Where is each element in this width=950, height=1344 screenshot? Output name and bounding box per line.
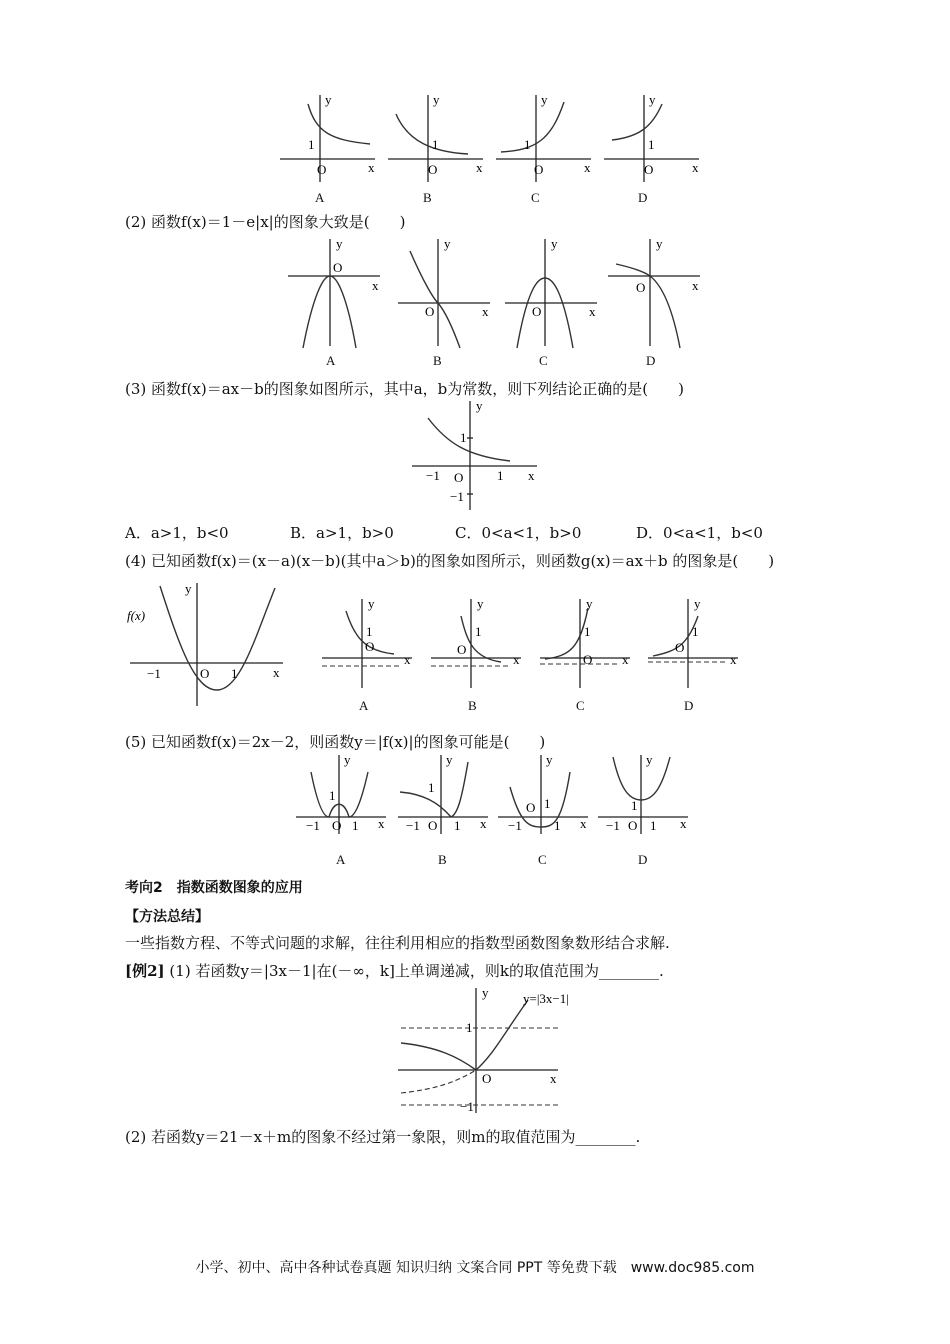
svg-text:O: O [333,260,343,275]
q2-graph-a [288,236,388,351]
svg-text:1: 1 [231,666,238,681]
svg-text:1: 1 [554,818,561,833]
q2-label-d: D [646,353,656,368]
q5-graph-c [498,752,593,837]
svg-text:O: O [428,818,438,833]
svg-text:y: y [646,752,653,767]
q2-label-b: B [433,353,442,368]
example2-curve-label: y=|3x−1| [523,991,569,1006]
q4-label-b: B [468,698,477,713]
svg-text:x: x [378,816,385,831]
q4-text: (4) 已知函数f(x)＝(x－a)(x－b)(其中a＞b)的图象如图所示，则函数g(x)＝ax＋b 的图象是( ) [125,552,775,570]
q4-label-a: A [359,698,369,713]
svg-text:y: y [551,236,558,251]
q3-option-c[interactable]: C．0<a<1，b>0 [455,524,582,542]
q2-text: (2) 函数f(x)＝1－e|x|的图象大致是( ) [125,213,406,231]
q5-graph-a [296,752,391,837]
svg-text:1: 1 [428,780,435,795]
svg-text:y: y [649,92,656,107]
q1-label-a: A [315,190,325,205]
svg-text:O: O [200,666,210,681]
q5-label-d: D [638,852,648,867]
q5-graph-b [398,752,493,837]
svg-text:y: y [586,596,593,611]
svg-text:y: y [444,236,451,251]
svg-text:x: x [589,304,596,319]
svg-text:O: O [583,652,593,667]
svg-text:1: 1 [329,788,336,803]
svg-text:O: O [644,162,654,177]
q3-option-b[interactable]: B．a>1，b>0 [290,524,394,542]
svg-text:1: 1 [432,137,439,152]
svg-text:O: O [454,470,464,485]
q5-graph-d [598,752,693,837]
svg-text:1: 1 [650,818,657,833]
svg-text:1: 1 [648,137,655,152]
svg-text:O: O [534,162,544,177]
example2-part2: (2) 若函数y＝21－x＋m的图象不经过第一象限，则m的取值范围为________. [125,1128,641,1146]
svg-text:x: x [476,160,483,175]
svg-text:y: y [482,985,489,1000]
q4-fig-label: f(x) [127,608,146,623]
svg-text:x: x [622,652,629,667]
svg-text:O: O [365,639,375,654]
svg-text:O: O [526,800,536,815]
q1-graph-a [280,92,380,187]
q3-option-a[interactable]: A．a>1，b<0 [125,524,229,542]
svg-text:y: y [368,596,375,611]
svg-text:1: 1 [352,818,359,833]
svg-text:O: O [425,304,435,319]
svg-text:x: x [368,160,375,175]
q2-graph-d [608,236,708,351]
svg-text:O: O [675,640,685,655]
svg-text:1: 1 [308,137,315,152]
q5-label-a: A [336,852,346,867]
svg-text:y: y [344,752,351,767]
q4-graph-a [322,596,417,691]
svg-text:1: 1 [497,468,504,483]
q2-graph-c [505,236,605,351]
svg-text:x: x [404,652,411,667]
svg-text:1: 1 [631,798,638,813]
svg-text:O: O [636,280,646,295]
svg-text:1: 1 [584,624,591,639]
example2-part1 [125,960,664,981]
svg-text:−1: −1 [606,818,620,833]
svg-text:x: x [550,1071,557,1086]
example2-graph [398,985,568,1115]
svg-text:x: x [480,816,487,831]
svg-text:x: x [692,160,699,175]
svg-text:x: x [482,304,489,319]
svg-text:x: x [580,816,587,831]
svg-text:1: 1 [454,818,461,833]
q2-graph-b [398,236,498,351]
svg-text:y: y [336,236,343,251]
svg-text:−1: −1 [406,818,420,833]
q4-label-c: C [576,698,585,713]
svg-text:y: y [477,596,484,611]
svg-text:x: x [273,665,280,680]
q2-label-c: C [539,353,548,368]
q5-text: (5) 已知函数f(x)＝2x－2，则函数y＝|f(x)|的图象可能是( ) [125,733,546,751]
svg-text:y: y [694,596,701,611]
q1-graph-b [388,92,488,187]
svg-text:1: 1 [692,624,699,639]
method-title: 【方法总结】 [125,909,209,925]
svg-text:1: 1 [366,624,373,639]
svg-text:O: O [317,162,327,177]
q1-graph-c [496,92,596,187]
svg-text:x: x [680,816,687,831]
q3-graph [412,398,542,513]
svg-text:1: 1 [475,624,482,639]
q5-label-c: C [538,852,547,867]
svg-text:y: y [546,752,553,767]
q4-graph-f [125,578,285,708]
svg-text:O: O [332,818,342,833]
q3-option-d[interactable]: D．0<a<1，b<0 [636,524,763,542]
q1-label-b: B [423,190,432,205]
q5-label-b: B [438,852,447,867]
footer-text: 小学、初中、高中各种试卷真题 知识归纳 文案合同 PPT 等免费下载 www.doc985.com [195,1260,755,1276]
q4-graph-b [431,596,526,691]
svg-text:1: 1 [524,137,531,152]
svg-text:O: O [482,1071,492,1086]
section-title: 考向2 指数函数图象的应用 [125,880,303,896]
example2-part1-text: (1) 若函数y＝|3x－1|在(－∞，k]上单调递减，则k的取值范围为________. [169,962,664,980]
svg-text:1: 1 [544,796,551,811]
svg-text:−1: −1 [147,666,161,681]
q1-graph-d [604,92,704,187]
svg-text:1: 1 [466,1020,473,1035]
svg-text:−1: −1 [460,1099,474,1114]
svg-text:x: x [528,468,535,483]
q4-label-d: D [684,698,694,713]
svg-text:y: y [185,581,192,596]
q1-label-d: D [638,190,648,205]
q2-label-a: A [326,353,336,368]
q3-text: (3) 函数f(x)＝ax－b的图象如图所示，其中a，b为常数，则下列结论正确的是( ) [125,380,684,398]
svg-text:x: x [372,278,379,293]
q4-graph-d [648,596,743,691]
q4-graph-c [540,596,635,691]
svg-text:y: y [476,398,483,413]
svg-text:x: x [692,278,699,293]
method-text: 一些指数方程、不等式问题的求解，往往利用相应的指数型函数图象数形结合求解. [125,934,670,952]
svg-text:O: O [532,304,542,319]
svg-text:−1: −1 [508,818,522,833]
svg-text:1: 1 [460,430,467,445]
svg-text:y: y [433,92,440,107]
svg-text:x: x [584,160,591,175]
example2-label: [例2] [125,962,165,980]
svg-text:y: y [656,236,663,251]
svg-text:y: y [446,752,453,767]
svg-text:−1: −1 [450,489,464,504]
svg-text:y: y [541,92,548,107]
svg-text:x: x [730,652,737,667]
svg-text:O: O [628,818,638,833]
svg-text:−1: −1 [426,468,440,483]
svg-text:−1: −1 [306,818,320,833]
svg-text:O: O [428,162,438,177]
svg-text:y: y [325,92,332,107]
svg-text:x: x [513,652,520,667]
svg-text:O: O [457,642,467,657]
q1-label-c: C [531,190,540,205]
